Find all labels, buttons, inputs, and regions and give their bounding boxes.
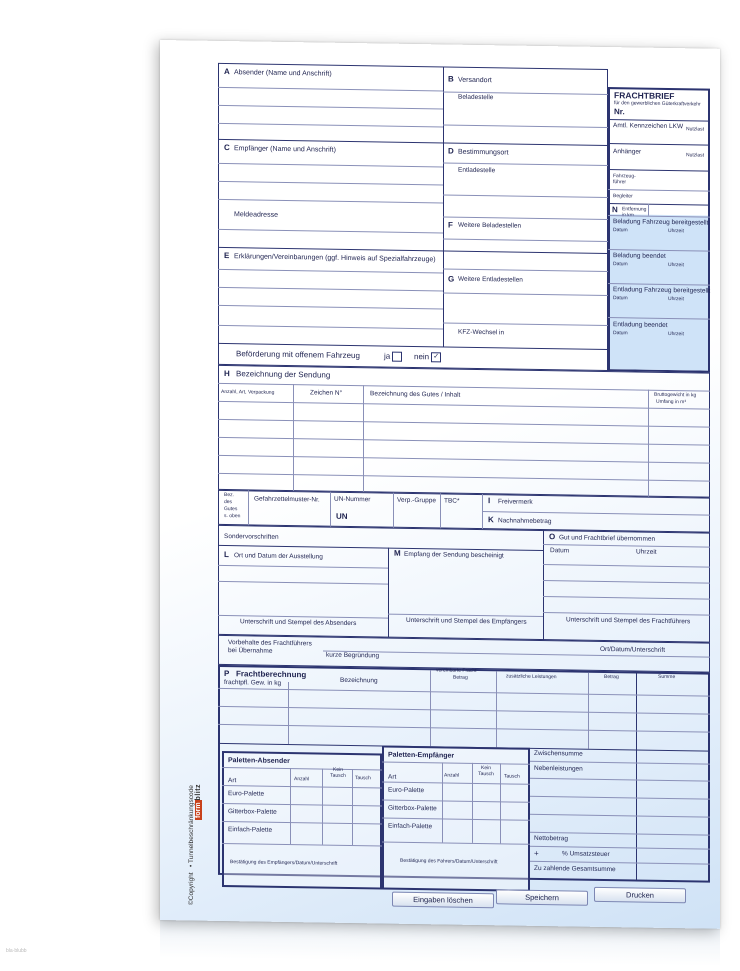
o-uhrzeit-label: Uhrzeit: [636, 548, 657, 556]
doc-title: FRACHTBRIEF: [614, 90, 675, 102]
nachnahme-label: Nachnahmebetrag: [498, 517, 552, 526]
brand-logo-blitz: blitz: [195, 783, 202, 801]
pe-col-kein-tausch: Kein Tausch: [478, 765, 494, 778]
nein-label: nein: [414, 352, 430, 362]
n-row-3-datum: Datum: [613, 295, 628, 302]
pe-row-gitterbox: Gitterbox-Palette: [388, 804, 437, 813]
brand-logo-form: form: [195, 802, 202, 818]
pa-row-einfach: Einfach-Palette: [228, 826, 273, 834]
receiver-label: Empfänger (Name und Anschrift): [234, 145, 336, 154]
entladestelle-label: Entladestelle: [458, 166, 496, 175]
paletten-absender-title: Paletten-Absender: [228, 757, 290, 766]
n-row-4-label: Entladung beendet: [613, 321, 668, 329]
fahrer-label-1: Fahrzeug-: [613, 173, 636, 180]
n-row-2-datum: Datum: [613, 261, 628, 268]
erklaerungen-label: Erklärungen/Vereinbarungen (ggf. Hinweis auf Spezialfahrzeuge): [234, 253, 436, 264]
un-nummer-label: UN-Nummer: [334, 495, 371, 504]
pa-col-kein-tausch: Kein Tausch: [330, 766, 346, 779]
meldeadresse-label: Meldeadresse: [234, 211, 278, 219]
sendung-label: Bezeichnung der Sendung: [236, 369, 331, 380]
section-c-letter: C: [224, 143, 230, 153]
plus-sign: +: [534, 848, 539, 858]
n-row-1-uhrzeit: Uhrzeit: [668, 227, 684, 235]
section-a-letter: A: [224, 67, 230, 77]
n-row-4-datum: Datum: [613, 330, 628, 337]
bez-2: des: [224, 499, 233, 506]
ja-label: ja: [384, 351, 391, 361]
save-button[interactable]: Speichern: [496, 889, 588, 905]
p-betrag-label: Betrag: [604, 673, 619, 681]
pa-col-art: Art: [228, 777, 237, 785]
open-vehicle-label: Beförderung mit offenem Fahrzeug: [236, 349, 360, 361]
empfang-label: Empfang der Sendung bescheinigt: [404, 550, 504, 560]
freivermerk-label: Freivermerk: [498, 498, 533, 506]
zusaetzliche-leistungen-label: zusätzliche Leistungen: [506, 673, 557, 681]
pe-confirm-label: Bestätigung des Fahrers/Datum/Unterschrift: [400, 857, 498, 866]
n-row-1-datum: Datum: [613, 227, 628, 234]
tbc-label: TBC*: [444, 497, 460, 505]
nebenleistungen-label: Nebenleistungen: [534, 764, 583, 773]
vf-betrag-label: Betrag: [453, 674, 468, 681]
section-o-letter: O: [549, 532, 556, 542]
pe-row-euro: Euro-Palette: [388, 786, 425, 795]
frachtpfl-gew-label: frachtpfl. Gew. in kg: [224, 679, 282, 687]
anhaenger-label: Anhänger: [613, 148, 642, 156]
uebernommen-label: Gut und Frachtbrief übernommen: [559, 534, 656, 543]
pe-col-tausch: Tausch: [504, 773, 520, 780]
n-row-3-uhrzeit: Uhrzeit: [668, 295, 684, 303]
begleiter-label: Begleiter: [613, 193, 633, 200]
nr-label: Nr.: [614, 107, 625, 117]
un-label: UN: [336, 511, 348, 521]
col-brutto-1: Bruttogewicht in kg: [654, 391, 697, 399]
bez-3: Gutes: [224, 506, 238, 513]
pa-row-euro: Euro-Palette: [228, 790, 265, 798]
zwischensumme-label: Zwischensumme: [534, 749, 583, 758]
bez-1: Bez.: [224, 492, 235, 499]
frachtbrief-form: [218, 63, 710, 911]
entfernung-label-1: Entfernung: [622, 206, 647, 213]
n-row-2-label: Beladung beendet: [613, 252, 666, 260]
col-brutto-2: Umfang in m³: [656, 398, 687, 406]
nutzlast-label: Nutzlast: [686, 126, 705, 133]
document-sheet: [160, 40, 720, 929]
section-p-letter: P: [224, 669, 230, 679]
ort-datum-unterschrift-label: Ort/Datum/Unterschrift: [600, 645, 666, 654]
pa-col-tausch: Tausch: [355, 775, 371, 782]
pa-confirm-label: Bestätigung des Empfängers/Datum/Unterschrift: [230, 859, 338, 867]
col-zeichen: Zeichen N°: [310, 389, 343, 397]
entfernung-label-2: in km: [622, 212, 634, 219]
nettobetrag-label: Nettobetrag: [534, 834, 568, 843]
pa-row-gitterbox: Gitterbox-Palette: [228, 808, 277, 816]
bestimmungsort-label: Bestimmungsort: [458, 148, 509, 157]
beladestelle-label: Beladestelle: [458, 93, 494, 102]
section-e-letter: E: [224, 251, 230, 261]
pe-col-art: Art: [388, 773, 397, 781]
pe-row-einfach: Einfach-Palette: [388, 822, 433, 831]
side-text: [188, 785, 195, 905]
section-g-letter: G: [448, 274, 455, 284]
section-h-letter: H: [224, 369, 230, 379]
section-m-letter: M: [394, 548, 401, 558]
watermark: bla·blubb: [6, 948, 27, 954]
col-bezeichnung: Bezeichnung des Gutes / Inhalt: [370, 390, 461, 399]
section-f-letter: F: [448, 220, 453, 230]
clear-inputs-button[interactable]: Eingaben löschen: [392, 892, 494, 909]
gefahrzettel-label: Gefahrzettelmuster-Nr.: [254, 495, 320, 504]
o-datum-label: Datum: [550, 547, 570, 555]
kfz-wechsel-label: KFZ-Wechsel in: [458, 328, 505, 337]
section-k-letter: K: [488, 515, 494, 525]
weitere-entladestellen-label: Weitere Entladestellen: [458, 275, 523, 284]
umsatzsteuer-label: % Umsatzsteuer: [562, 850, 610, 859]
kennzeichen-label: Amtl. Kennzeichen LKW: [613, 122, 684, 131]
absender-sig-label: Unterschrift und Stempel des Absenders: [240, 618, 357, 628]
ja-checkbox[interactable]: [392, 352, 402, 362]
print-button[interactable]: Drucken: [594, 887, 686, 903]
summe-label: Summe: [658, 673, 676, 681]
verp-gruppe-label: Verp.-Gruppe: [397, 496, 437, 505]
kurze-begruendung-label: kurze Begründung: [326, 651, 380, 660]
n-row-1-label: Beladung Fahrzeug bereitgestellt: [613, 218, 709, 227]
frachtfuehrer-sig-label: Unterschrift und Stempel des Frachtführers: [566, 616, 691, 626]
bez-4: s. oben: [224, 513, 241, 520]
section-b-letter: B: [448, 74, 454, 84]
fahrer-label-2: führer: [613, 179, 627, 186]
paletten-empfaenger-title: Paletten-Empfänger: [388, 751, 455, 760]
sender-label: Absender (Name und Anschrift): [234, 69, 332, 78]
empfaenger-sig-label: Unterschrift und Stempel des Empfängers: [406, 616, 527, 626]
nein-checkbox[interactable]: ✓: [431, 352, 441, 362]
p-bezeichnung-label: Bezeichnung: [340, 676, 378, 685]
pa-col-anzahl: Anzahl: [294, 776, 310, 783]
vereinbarte-fracht-label: vereinbarte Fracht: [436, 667, 477, 674]
section-i-letter: I: [488, 496, 491, 506]
vorbehalte-label-1: Vorbehalte des Frachtführers: [228, 639, 312, 648]
pe-col-anzahl: Anzahl: [444, 772, 460, 779]
section-d-letter: D: [448, 146, 454, 156]
section-n-letter: N: [612, 205, 618, 215]
paletten-absender-box: [222, 751, 382, 890]
doc-subtitle: für den gewerblichen Güterkraftverkehr: [614, 100, 701, 108]
n-row-3-label: Entladung Fahrzeug bereitgestellt: [613, 286, 711, 295]
nutzlast2-label: Nutzlast: [686, 152, 705, 159]
frachtberechnung-label: Frachtberechnung: [236, 669, 307, 680]
vorbehalte-label-2: bei Übernahme: [228, 647, 273, 655]
copyright-text: ©Copyright: [188, 872, 195, 905]
sondervorschriften-label: Sondervorschriften: [224, 533, 279, 541]
n-row-2-uhrzeit: Uhrzeit: [668, 261, 684, 269]
n-row-4-uhrzeit: Uhrzeit: [668, 330, 684, 338]
brand-logo: [195, 784, 202, 820]
col-anzahl: Anzahl, Art, Verpackung: [221, 388, 275, 396]
ausstellung-label: Ort und Datum der Ausstellung: [234, 552, 323, 561]
gesamtsumme-label: Zu zahlende Gesamtsumme: [534, 864, 616, 874]
tunnel-code-text: • Tunnelbeschränkungscode: [188, 785, 195, 867]
versandort-label: Versandort: [458, 76, 492, 85]
section-l-letter: L: [224, 550, 229, 560]
weitere-beladestellen-label: Weitere Beladestellen: [458, 221, 522, 230]
